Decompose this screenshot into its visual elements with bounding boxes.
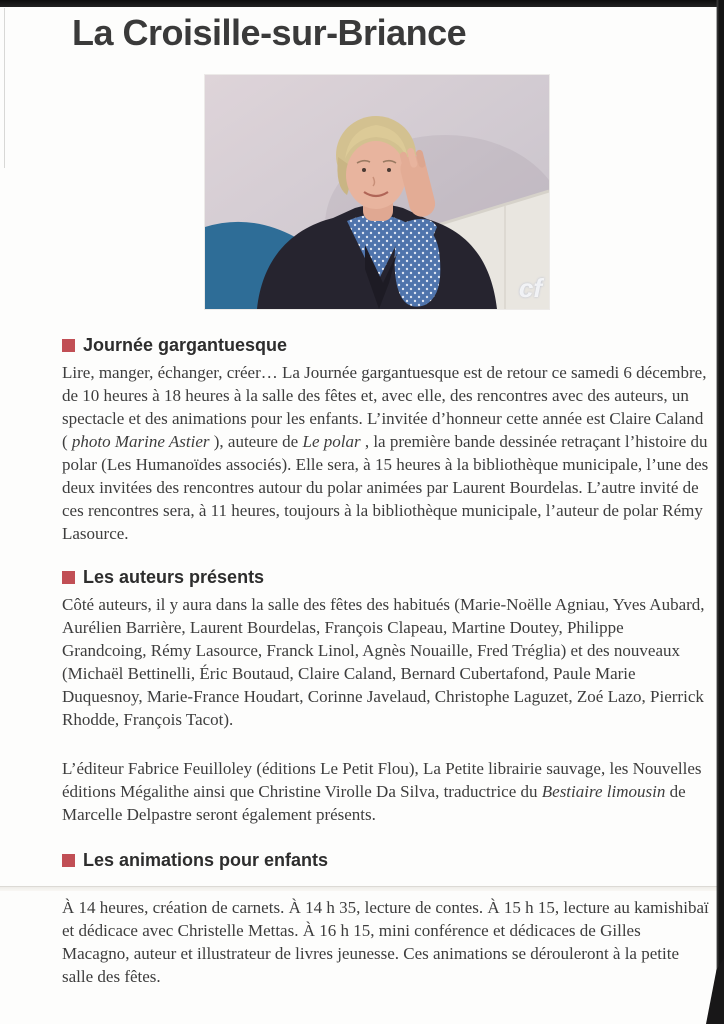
paragraph-animations: À 14 heures, création de carnets. À 14 h 35, lecture de contes. À 15 h 15, lecture au kamishibaï et dédicace avec Christelle Mettas. À 16 h 15, mini conférence et dédicaces de Gilles Macagno, auteur et illustrateur de livres jeunesse. Ces animations se dérouleront à la petite salle des fêtes. <box>62 897 709 986</box>
paragraph-auteurs: Côté auteurs, il y aura dans la salle des fêtes des habitués (Marie-Noëlle Agniau, Yves Aubard, Aurélien Barrière, Laurent Bourdelas, François Clapeau, Martine Doutey, Philippe Grandcoing, Rémy Lasource, Franck Linol, Agnès Nouaille, Fred Tréglia) et des nouveaux (Michaël Bettinelli, Éric Boutaud, Claire Caland, Bernard Cubertafond, Paule Marie Duquesnoy, Marie-France Houdart, Corinne Javelaud, Christophe Laguzet, Zoé Lazo, Pierrick Rhodde, François Tacot). <box>62 594 705 729</box>
portrait-photo <box>205 75 549 309</box>
portrait-illustration <box>205 75 549 309</box>
section-heading-label: Les animations pour enfants <box>83 849 329 870</box>
scan-edge-top <box>0 0 724 7</box>
red-square-bullet <box>62 571 75 584</box>
red-square-bullet <box>62 854 75 867</box>
section-heading <box>62 567 712 588</box>
red-square-bullet <box>62 339 75 352</box>
paragraph-editeurs: L’éditeur Fabrice Feuilloley (éditions Le Petit Flou), La Petite librairie sauvage, les Nouvelles éditions Mégalithe ainsi que Christine Virolle Da Silva, traductrice du Bestiaire limousin de Marcelle Delpastre seront également présents. <box>62 758 702 824</box>
page-title: La Croisille-sur-Briance <box>72 12 467 53</box>
section-heading <box>62 850 712 871</box>
article <box>0 13 724 988</box>
scan-edge-right <box>716 0 724 1024</box>
section-auteurs-presents <box>62 567 712 826</box>
watermark-logo: cf <box>518 272 542 303</box>
scan-line-left <box>4 8 5 168</box>
section-heading <box>62 335 712 356</box>
paragraph-journee: Lire, manger, échanger, créer… La Journée gargantuesque est de retour ce samedi 6 décembre, de 10 heures à 18 heures à la salle des fêtes et, avec elle, des rencontres avec des auteurs, un spectacle et des animations pour les enfants. L’invitée d’honneur cette année est Claire Caland ( photo Marine Astier ), auteure de Le polar , la première bande dessinée retraçant l’histoire du polar (Les Humanoïdes associés). Elle sera, à 15 heures à la bibliothèque municipale, l’une des deux invitées des rencontres autour du polar animées par Laurent Bourdelas. L’autre invité de ces rencontres sera, à 11 heures, toujours à la bibliothèque municipale, l’auteur de polar Rémy Lasource. <box>62 362 709 543</box>
person-face <box>346 141 406 209</box>
section-heading-label: Les auteurs présents <box>83 566 265 587</box>
section-animations-enfants <box>62 850 712 988</box>
section-heading-label: Journée gargantuesque <box>83 334 288 355</box>
scan-seam <box>0 886 724 891</box>
section-journee-gargantuesque <box>62 335 712 545</box>
